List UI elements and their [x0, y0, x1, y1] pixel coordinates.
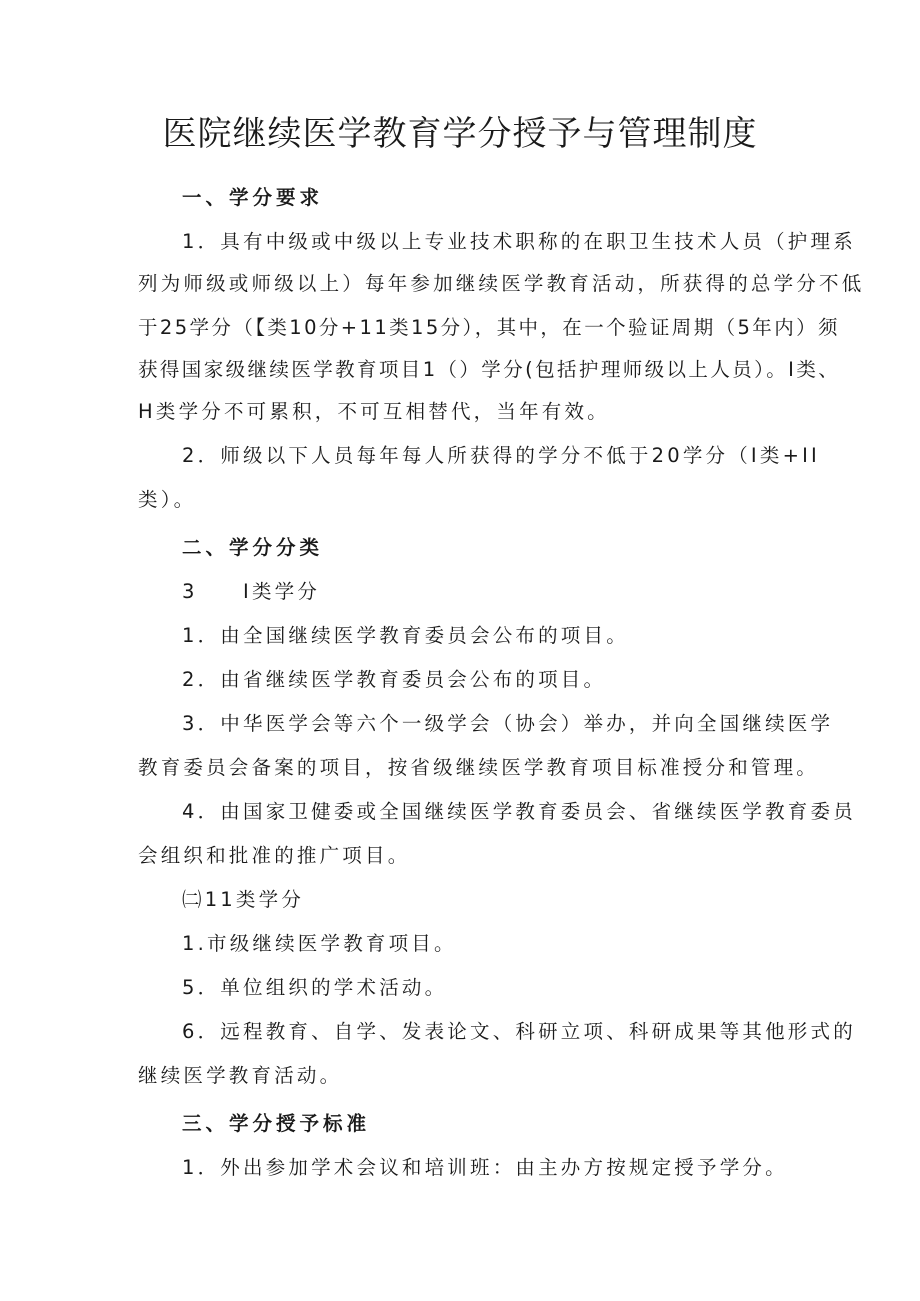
list-item: 6．远程教育、自学、发表论文、科研立项、科研成果等其他形式的: [182, 1020, 856, 1043]
paragraph-line: 会组织和批准的推广项目。: [138, 844, 411, 867]
subsection-heading-class-one: 3 I类学分: [182, 580, 321, 603]
list-item: 3．中华医学会等六个一级学会（协会）举办，并向全国继续医学: [182, 712, 834, 735]
paragraph-line: 教育委员会备案的项目，按省级继续医学教育项目标准授分和管理。: [138, 756, 820, 779]
paragraph-line: 于25学分（【类10分+11类15分），其中，在一个验证周期（5年内）须: [138, 316, 840, 339]
list-item: 1．外出参加学术会议和培训班：由主办方按规定授予学分。: [182, 1156, 788, 1179]
section-heading-credit-categories: 二、学分分类: [182, 536, 324, 559]
list-item: 1．由全国继续医学教育委员会公布的项目。: [182, 624, 629, 647]
list-item: 4．由国家卫健委或全国继续医学教育委员会、省继续医学教育委员: [182, 800, 856, 823]
subsection-heading-class-two: ㈡11类学分: [182, 888, 305, 911]
section-heading-credit-requirements: 一、学分要求: [182, 186, 324, 209]
paragraph-line: 继续医学教育活动。: [138, 1064, 343, 1087]
paragraph-line: 类）。: [138, 488, 197, 511]
document-title: 医院继续医学教育学分授予与管理制度: [162, 114, 758, 154]
list-item: 1.市级继续医学教育项目。: [182, 932, 457, 955]
paragraph-line: 获得国家级继续医学教育项目1（）学分(包括护理师级以上人员）。I类、: [138, 358, 841, 381]
paragraph-line: 列为师级或师级以上）每年参加继续医学教育活动，所获得的总学分不低: [138, 272, 865, 295]
list-item: 2．由省继续医学教育委员会公布的项目。: [182, 668, 607, 691]
list-item: 5．单位组织的学术活动。: [182, 976, 448, 999]
paragraph-line: 2．师级以下人员每年每人所获得的学分不低于20学分（I类+II: [182, 444, 821, 467]
paragraph-line: H类学分不可累积，不可互相替代，当年有效。: [138, 400, 610, 423]
paragraph-line: 1．具有中级或中级以上专业技术职称的在职卫生技术人员（护理系: [182, 230, 856, 253]
section-heading-credit-standards: 三、学分授予标准: [182, 1112, 371, 1135]
